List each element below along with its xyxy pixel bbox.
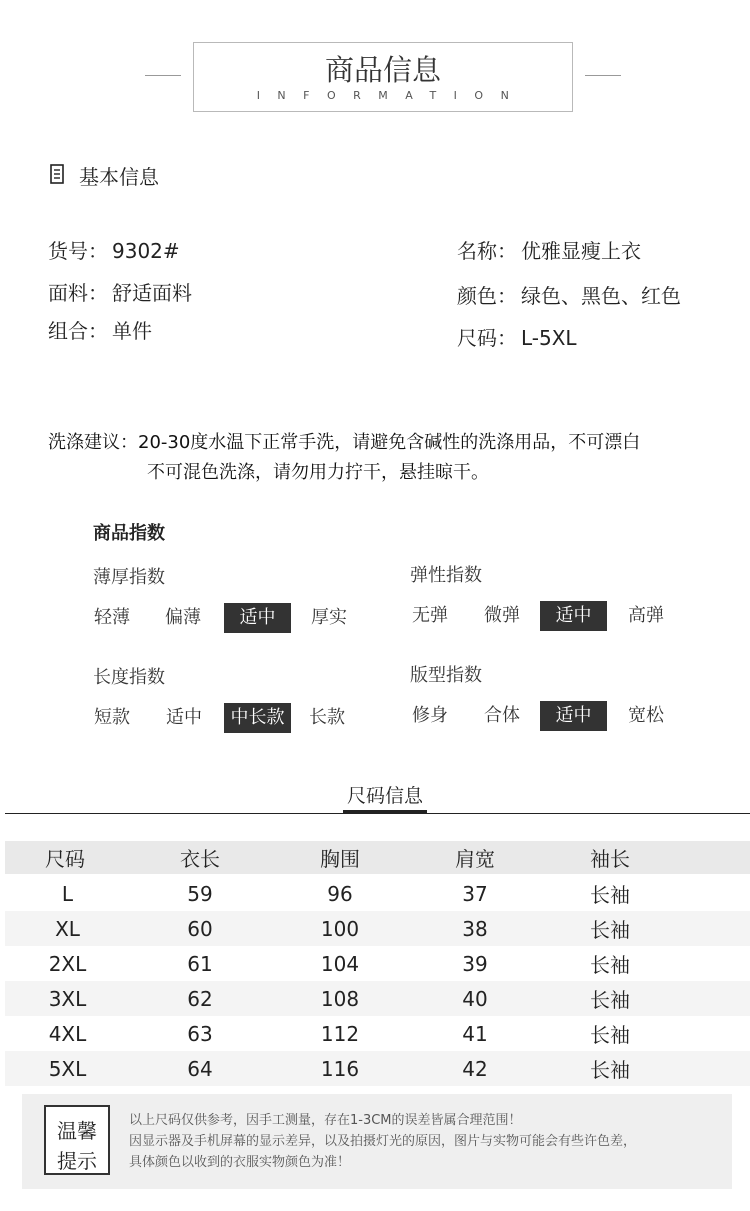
table-header <box>5 841 750 874</box>
table-cell: 100 <box>320 916 360 941</box>
info-label: 面料： <box>48 281 108 305</box>
table-cell: 42 <box>462 1056 488 1081</box>
index-option-selected: 适中 <box>224 603 291 633</box>
table-row <box>5 946 750 981</box>
column-header: 袖长 <box>590 847 630 871</box>
info-value: 单件 <box>112 319 152 343</box>
table-cell: 64 <box>187 1056 213 1081</box>
table-cell: 63 <box>187 1021 213 1046</box>
table-cell: 96 <box>327 881 353 906</box>
page-subtitle: INFORMATION <box>256 89 527 102</box>
table-cell: XL <box>55 916 80 941</box>
table-cell: 长袖 <box>590 953 630 977</box>
info-item-fabric <box>48 277 192 306</box>
index-label-thickness: 薄厚指数 <box>93 567 165 588</box>
index-option: 微弹 <box>484 605 520 626</box>
column-header: 尺码 <box>45 847 85 871</box>
table-cell: 长袖 <box>590 988 630 1012</box>
table-cell: 39 <box>462 951 488 976</box>
table-cell: 5XL <box>48 1056 87 1081</box>
table-cell: 长袖 <box>590 1023 630 1047</box>
tip-badge <box>44 1105 110 1175</box>
column-header: 衣长 <box>180 847 220 871</box>
table-cell: 长袖 <box>590 883 630 907</box>
index-option: 偏薄 <box>165 607 201 628</box>
table-cell: 38 <box>462 916 488 941</box>
wash-advice-line2: 不可混色洗涤，请勿用力拧干，悬挂晾干。 <box>147 462 489 483</box>
info-label: 组合： <box>48 319 108 343</box>
index-option: 修身 <box>412 705 448 726</box>
table-cell: 104 <box>320 951 360 976</box>
index-label-elasticity: 弹性指数 <box>410 565 482 586</box>
index-option: 轻薄 <box>94 607 130 628</box>
table-cell: 2XL <box>48 951 87 976</box>
info-label: 货号： <box>48 239 108 263</box>
info-label: 颜色： <box>457 284 517 308</box>
index-label-fit: 版型指数 <box>410 665 482 686</box>
table-cell: 长袖 <box>590 918 630 942</box>
index-option-selected: 适中 <box>540 701 607 731</box>
tip-badge-line1: 温馨 <box>57 1119 97 1143</box>
info-label: 名称： <box>457 239 517 263</box>
tip-line: 以上尺码仅供参考，因手工测量，存在1-3CM的误差皆属合理范围！ <box>129 1113 522 1128</box>
index-option: 高弹 <box>628 605 664 626</box>
index-option: 宽松 <box>628 705 664 726</box>
index-title: 商品指数 <box>93 523 165 544</box>
header-right-line <box>585 75 621 76</box>
index-option: 无弹 <box>412 605 448 626</box>
index-option-selected: 适中 <box>540 601 607 631</box>
info-value: 9302# <box>112 239 180 263</box>
info-item-name <box>457 235 641 264</box>
table-row <box>5 1051 750 1086</box>
table-cell: 37 <box>462 881 488 906</box>
index-option: 合体 <box>484 705 520 726</box>
info-value: 绿色、黑色、红色 <box>521 284 681 308</box>
info-item-sku <box>48 235 180 264</box>
index-label-length: 长度指数 <box>93 667 165 688</box>
table-row <box>5 981 750 1016</box>
info-label: 尺码： <box>457 326 517 350</box>
index-option: 短款 <box>94 707 130 728</box>
tip-text <box>129 1110 636 1173</box>
table-cell: 60 <box>187 916 213 941</box>
tip-line: 因显示器及手机屏幕的显示差异，以及拍摄灯光的原因，图片与实物可能会有些许色差， <box>129 1134 637 1149</box>
page-title: 商品信息 <box>324 53 441 87</box>
table-cell: 62 <box>187 986 213 1011</box>
table-row <box>5 911 750 946</box>
tip-badge-line2: 提示 <box>57 1149 97 1173</box>
table-cell: 40 <box>462 986 488 1011</box>
index-option-selected: 中长款 <box>224 703 291 733</box>
tip-line: 具体颜色以收到的衣服实物颜色为准！ <box>129 1155 351 1170</box>
basic-info-title: 基本信息 <box>79 165 159 189</box>
column-header: 肩宽 <box>455 847 495 871</box>
table-row <box>5 876 750 911</box>
table-cell: 108 <box>320 986 360 1011</box>
info-value: 舒适面料 <box>112 281 192 305</box>
table-cell: L <box>61 881 74 906</box>
table-cell: 4XL <box>48 1021 87 1046</box>
wash-advice: 洗涤建议：20-30度水温下正常手洗，请避免含碱性的洗涤用品，不可漂白 <box>48 432 641 453</box>
table-cell: 61 <box>187 951 213 976</box>
index-option: 厚实 <box>311 607 347 628</box>
table-cell: 长袖 <box>590 1058 630 1082</box>
column-header: 胸围 <box>320 847 360 871</box>
table-cell: 112 <box>320 1021 360 1046</box>
table-cell: 3XL <box>48 986 87 1011</box>
info-value: 优雅显瘦上衣 <box>521 239 641 263</box>
info-value: L-5XL <box>521 326 577 350</box>
table-row <box>5 1016 750 1051</box>
info-item-size <box>457 322 577 351</box>
document-icon <box>50 164 64 184</box>
info-item-combo <box>48 315 152 344</box>
header-left-line <box>145 75 181 76</box>
index-option: 适中 <box>166 707 202 728</box>
info-item-color <box>457 280 681 309</box>
table-cell: 41 <box>462 1021 488 1046</box>
size-info-title: 尺码信息 <box>346 785 423 807</box>
table-cell: 59 <box>187 881 213 906</box>
index-option: 长款 <box>309 707 345 728</box>
size-title-underline <box>343 810 427 814</box>
table-cell: 116 <box>320 1056 360 1081</box>
